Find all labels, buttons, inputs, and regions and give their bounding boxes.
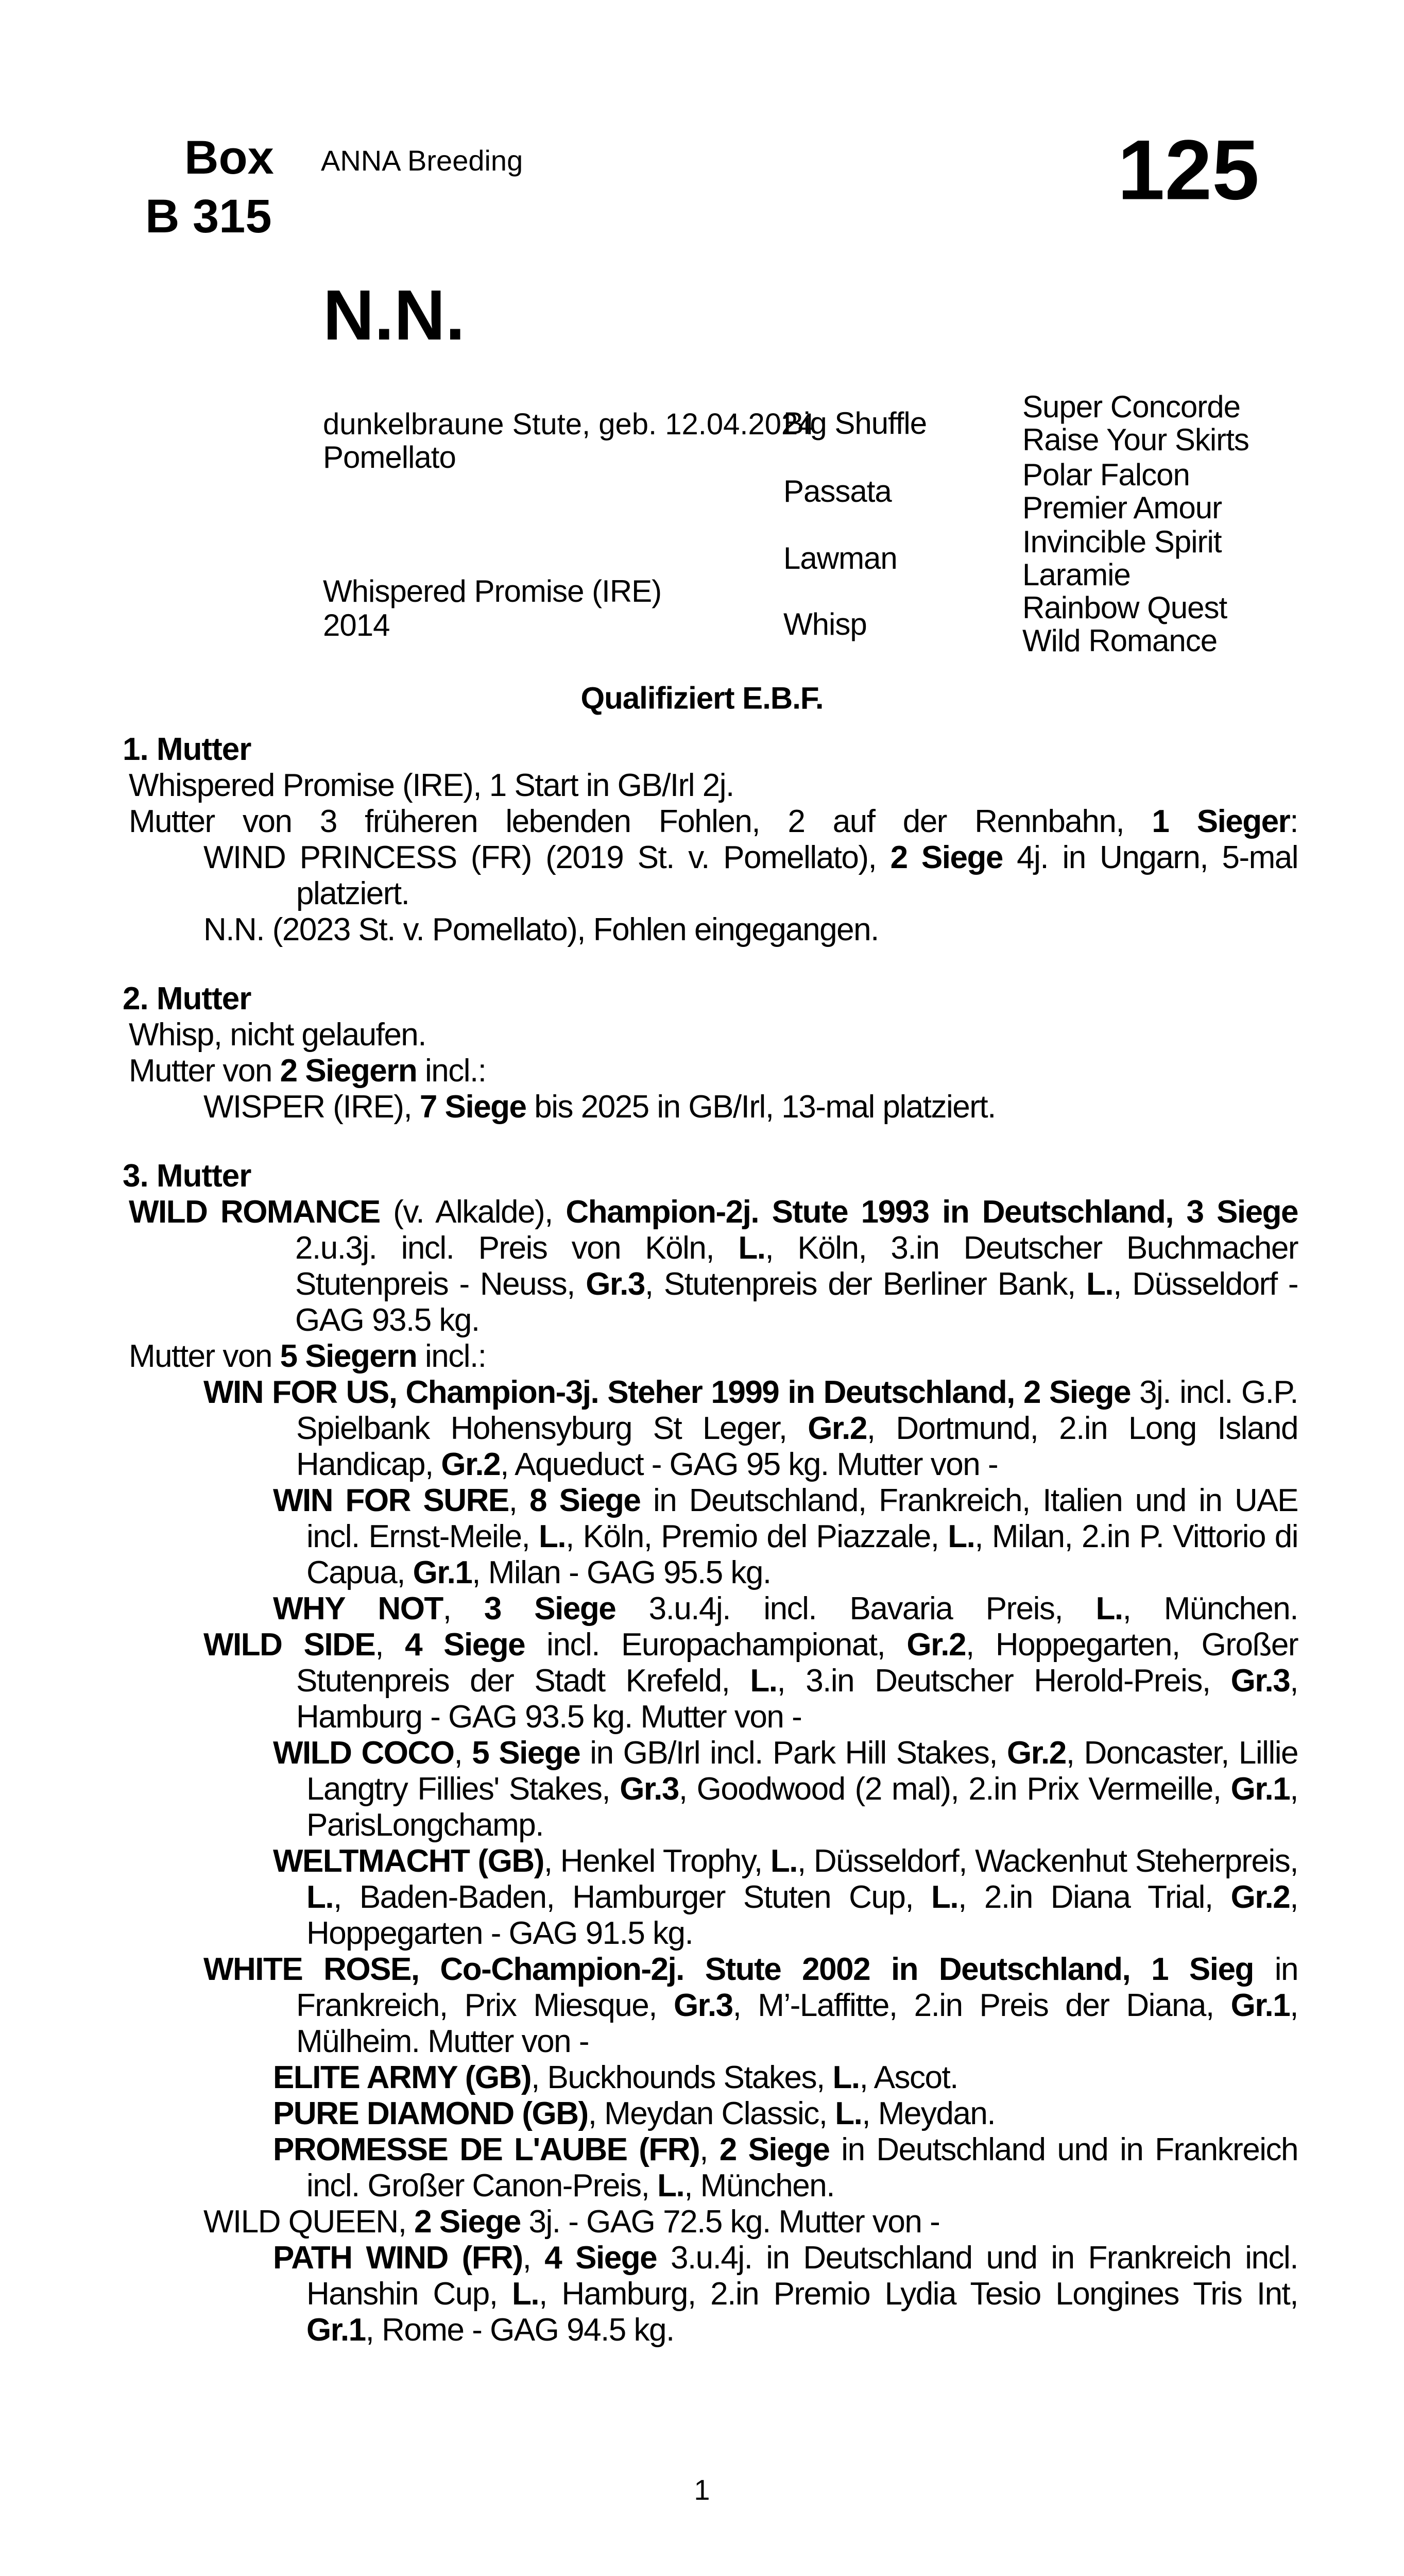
consignor-name: ANNA Breeding [321, 144, 523, 177]
pedigree-sire-dam: Passata [783, 474, 892, 509]
lot-number: 125 [1117, 122, 1259, 217]
qualification-note: Qualifiziert E.B.F. [580, 681, 824, 716]
section-1st-dam [123, 732, 1298, 948]
para-path-wind: PATH WIND (FR), 4 Siege 3.u.4j. in Deutschland und in Frankreich incl. Hanshin Cup, L., Hamburg, 2.in Premio Lydia Tesio Longines Tris Int, Gr.1, Rome - GAG 94.5 kg. [273, 2240, 1298, 2348]
section-heading-2nd-dam: 2. Mutter [123, 981, 251, 1016]
box-label: Box [184, 131, 274, 184]
para-2nd-dam-produce-summary: Mutter von 2 Siegern incl.: [129, 1053, 486, 1089]
para-win-for-us: WIN FOR US, Champion-3j. Steher 1999 in Deutschland, 2 Siege 3j. incl. G.P. Spielbank Hohensyburg St Leger, Gr.2, Dortmund, 2.in Long Island Handicap, Gr.2, Aqueduct - GAG 95 kg. Mutter von - [203, 1375, 1298, 1482]
pedigree-ancestor-3: Polar Falcon [1022, 457, 1190, 492]
para-win-for-sure: WIN FOR SURE, 8 Siege in Deutschland, Frankreich, Italien und in UAE incl. Ernst-Meile, L., Köln, Premio del Piazzale, L., Milan, 2.in P. Vittorio di Capua, Gr.1, Milan - GAG 95.5 kg. [273, 1483, 1298, 1590]
pedigree-sire-sire: Big Shuffle [783, 406, 927, 440]
pedigree-ancestor-2: Raise Your Skirts [1022, 422, 1249, 457]
para-pure-diamond: PURE DIAMOND (GB), Meydan Classic, L., Meydan. [273, 2096, 996, 2131]
pedigree-ancestor-8: Wild Romance [1022, 623, 1218, 658]
para-wild-coco: WILD COCO, 5 Siege in GB/Irl incl. Park Hill Stakes, Gr.2, Doncaster, Lillie Langtry Fillies' Stakes, Gr.3, Goodwood (2 mal), 2.in Prix Vermeille, Gr.1, ParisLongchamp. [273, 1735, 1298, 1843]
section-heading-1st-dam: 1. Mutter [123, 732, 251, 767]
box-number: B 315 [145, 190, 272, 243]
pedigree-ancestor-6: Laramie [1022, 557, 1131, 592]
pedigree-dam-dam: Whisp [783, 607, 867, 641]
para-white-rose: WHITE ROSE, Co-Champion-2j. Stute 2002 in Deutschland, 1 Sieg in Frankreich, Prix Miesque, Gr.3, M’-Laffitte, 2.in Preis der Diana, Gr.1, Mülheim. Mutter von - [203, 1952, 1298, 2059]
para-1st-dam-produce-summary: Mutter von 3 früheren lebenden Fohlen, 2 auf der Rennbahn, 1 Sieger: [129, 804, 1298, 839]
section-3rd-dam [123, 1158, 1298, 2348]
para-weltmacht: WELTMACHT (GB), Henkel Trophy, L., Düsseldorf, Wackenhut Steherpreis, L., Baden-Baden, Hamburger Stuten Cup, L., 2.in Diana Trial, Gr.2, Hoppegarten - GAG 91.5 kg. [273, 1843, 1298, 1951]
pedigree-dam: Whispered Promise (IRE) [323, 574, 662, 608]
pedigree-ancestor-5: Invincible Spirit [1022, 524, 1222, 559]
pedigree-sire: Pomellato [323, 440, 456, 474]
para-wisper: WISPER (IRE), 7 Siege bis 2025 in GB/Irl, 13-mal platziert. [203, 1089, 996, 1125]
pedigree-ancestor-4: Premier Amour [1022, 490, 1222, 525]
para-nn-2023-foal: N.N. (2023 St. v. Pomellato), Fohlen eingegangen. [203, 912, 879, 947]
para-wild-romance: WILD ROMANCE (v. Alkalde), Champion-2j. Stute 1993 in Deutschland, 3 Siege 2.u.3j. incl. Preis von Köln, L., Köln, 3.in Deutscher Buchmacher Stutenpreis - Neuss, Gr.3, Stutenpreis der Berliner Bank, L., Düsseldorf - GAG 93.5 kg. [129, 1194, 1298, 1338]
para-why-not: WHY NOT, 3 Siege 3.u.4j. incl. Bavaria Preis, L., München. [273, 1591, 1298, 1626]
dam-line-sections [123, 732, 1298, 2348]
pedigree-dam-sire: Lawman [783, 541, 897, 575]
para-elite-army: ELITE ARMY (GB), Buckhounds Stakes, L., Ascot. [273, 2060, 958, 2095]
para-3rd-dam-produce-summary: Mutter von 5 Siegern incl.: [129, 1338, 486, 1374]
section-2nd-dam [123, 981, 1298, 1125]
para-wild-queen: WILD QUEEN, 2 Siege 3j. - GAG 72.5 kg. Mutter von - [203, 2204, 940, 2240]
pedigree-ancestor-1: Super Concorde [1022, 389, 1240, 424]
pedigree-dam-year: 2014 [323, 608, 390, 642]
para-whisp-record: Whisp, nicht gelaufen. [129, 1017, 426, 1053]
para-whispered-promise-record: Whispered Promise (IRE), 1 Start in GB/Irl 2j. [129, 768, 734, 803]
page-number: 1 [694, 2473, 710, 2506]
horse-name: N.N. [323, 276, 465, 355]
section-heading-3rd-dam: 3. Mutter [123, 1158, 251, 1194]
para-wind-princess: WIND PRINCESS (FR) (2019 St. v. Pomellato), 2 Siege 4j. in Ungarn, 5-mal platziert. [203, 840, 1298, 911]
horse-details: dunkelbraune Stute, geb. 12.04.2024 [323, 408, 815, 441]
para-wild-side: WILD SIDE, 4 Siege incl. Europachampionat, Gr.2, Hoppegarten, Großer Stutenpreis der Stadt Krefeld, L., 3.in Deutscher Herold-Preis, Gr.3, Hamburg - GAG 93.5 kg. Mutter von - [203, 1627, 1298, 1735]
para-promesse-de-laube: PROMESSE DE L'AUBE (FR), 2 Siege in Deutschland und in Frankreich incl. Großer Canon-Preis, L., München. [273, 2132, 1298, 2204]
pedigree-ancestor-7: Rainbow Quest [1022, 590, 1227, 625]
